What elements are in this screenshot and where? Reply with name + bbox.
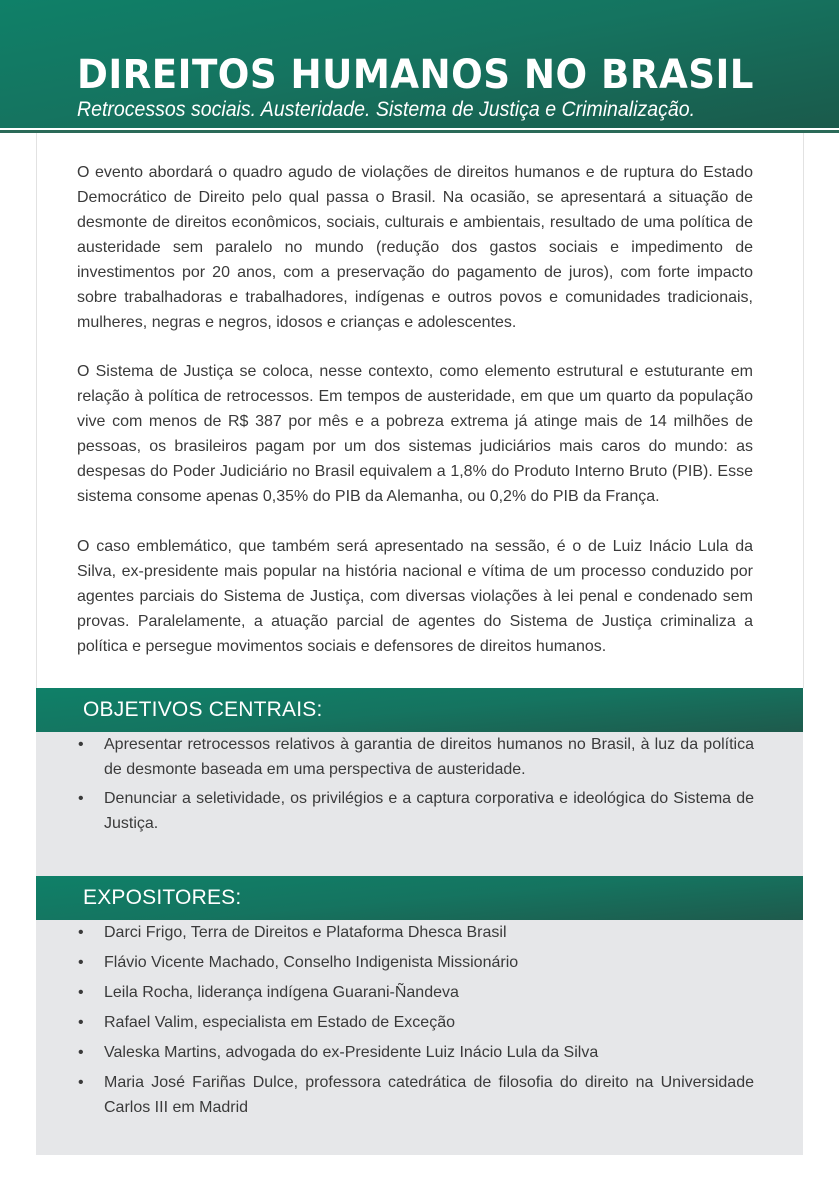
- expositores-heading: EXPOSITORES:: [83, 886, 242, 909]
- list-item: [36, 732, 803, 782]
- objetivos-section-body: [36, 732, 803, 876]
- bullet-icon: •: [78, 790, 84, 807]
- bullet-icon: •: [78, 736, 84, 753]
- objetivos-section-header: [36, 688, 803, 732]
- objetivos-list: [36, 732, 803, 840]
- list-item-text: Flávio Vicente Machado, Conselho Indigenista Missionário: [104, 954, 519, 971]
- expositores-section-body: [36, 920, 803, 1155]
- list-item: [36, 950, 803, 975]
- bullet-icon: •: [78, 954, 84, 971]
- list-item: [36, 786, 803, 836]
- intro-paragraph-3: O caso emblemático, que também será apresentado na sessão, é o de Luiz Inácio Lula da Silva, ex-presidente mais popular na história nacional e vítima de um processo conduzido por agentes parciais do Sistema de Justiça, com diversas violações à lei penal e condenado sem provas. Paralelamente, a atuação parcial de agentes do Sistema de Justiça criminaliza a política e persegue movimentos sociais e defensores de direitos humanos.: [77, 538, 753, 655]
- intro-paragraph-2: O Sistema de Justiça se coloca, nesse contexto, como elemento estrutural e estuturante em relação à política de retrocessos. Em tempos de austeridade, em que um quarto da população vive com menos de R$ 387 por mês e a pobreza extrema já atinge mais de 14 milhões de pessoas, os brasileiros pagam por um dos sistemas judiciários mais caros do mundo: as despesas do Poder Judiciário no Brasil equivalem a 1,8% do Produto Interno Bruto (PIB). Esse sistema consome apenas 0,35% do PIB da Alemanha, ou 0,2% do PIB da França.: [77, 363, 753, 505]
- list-item: [36, 1040, 803, 1065]
- expositores-list: [36, 920, 803, 1125]
- page-subtitle: Retrocessos sociais. Austeridade. Sistema de Justiça e Criminalização.: [77, 98, 695, 121]
- objetivos-heading: OBJETIVOS CENTRAIS:: [83, 698, 323, 721]
- list-item-text: Apresentar retrocessos relativos à garantia de direitos humanos no Brasil, à luz da política de desmonte baseada em uma perspectiva de austeridade.: [104, 736, 754, 778]
- list-item-text: Denunciar a seletividade, os privilégios e a captura corporativa e ideológica do Sistema de Justiça.: [104, 790, 754, 832]
- page-title: DIREITOS HUMANOS NO BRASIL: [77, 52, 754, 98]
- list-item: [36, 920, 803, 945]
- list-item-text: Leila Rocha, liderança indígena Guarani-Ñandeva: [104, 984, 459, 1001]
- header-banner: [0, 0, 839, 128]
- list-item-text: Darci Frigo, Terra de Direitos e Plataforma Dhesca Brasil: [104, 924, 507, 941]
- list-item: [36, 980, 803, 1005]
- bullet-icon: •: [78, 924, 84, 941]
- list-item-text: Maria José Fariñas Dulce, professora catedrática de filosofia do direito na Universidade Carlos III em Madrid: [104, 1074, 754, 1116]
- bullet-icon: •: [78, 1074, 84, 1091]
- bullet-icon: •: [78, 1044, 84, 1061]
- intro-paragraph-1: O evento abordará o quadro agudo de violações de direitos humanos e de ruptura do Estado Democrático de Direito pelo qual passa o Brasil. Na ocasião, se apresentará a situação de desmonte de direitos econômicos, sociais, culturais e ambientais, resultado de uma política de austeridade sem paralelo no mundo (redução dos gastos sociais e impedimento de investimentos por 20 anos, com a preservação do pagamento de juros), com forte impacto sobre trabalhadoras e trabalhadores, indígenas e outros povos e comunidades tradicionais, mulheres, negras e negros, idosos e crianças e adolescentes.: [77, 164, 753, 331]
- list-item-text: Rafael Valim, especialista em Estado de Exceção: [104, 1014, 455, 1031]
- bullet-icon: •: [78, 1014, 84, 1031]
- list-item-text: Valeska Martins, advogada do ex-Presidente Luiz Inácio Lula da Silva: [104, 1044, 599, 1061]
- list-item: [36, 1010, 803, 1035]
- expositores-section-header: [36, 876, 803, 920]
- bullet-icon: •: [78, 984, 84, 1001]
- list-item: [36, 1070, 803, 1120]
